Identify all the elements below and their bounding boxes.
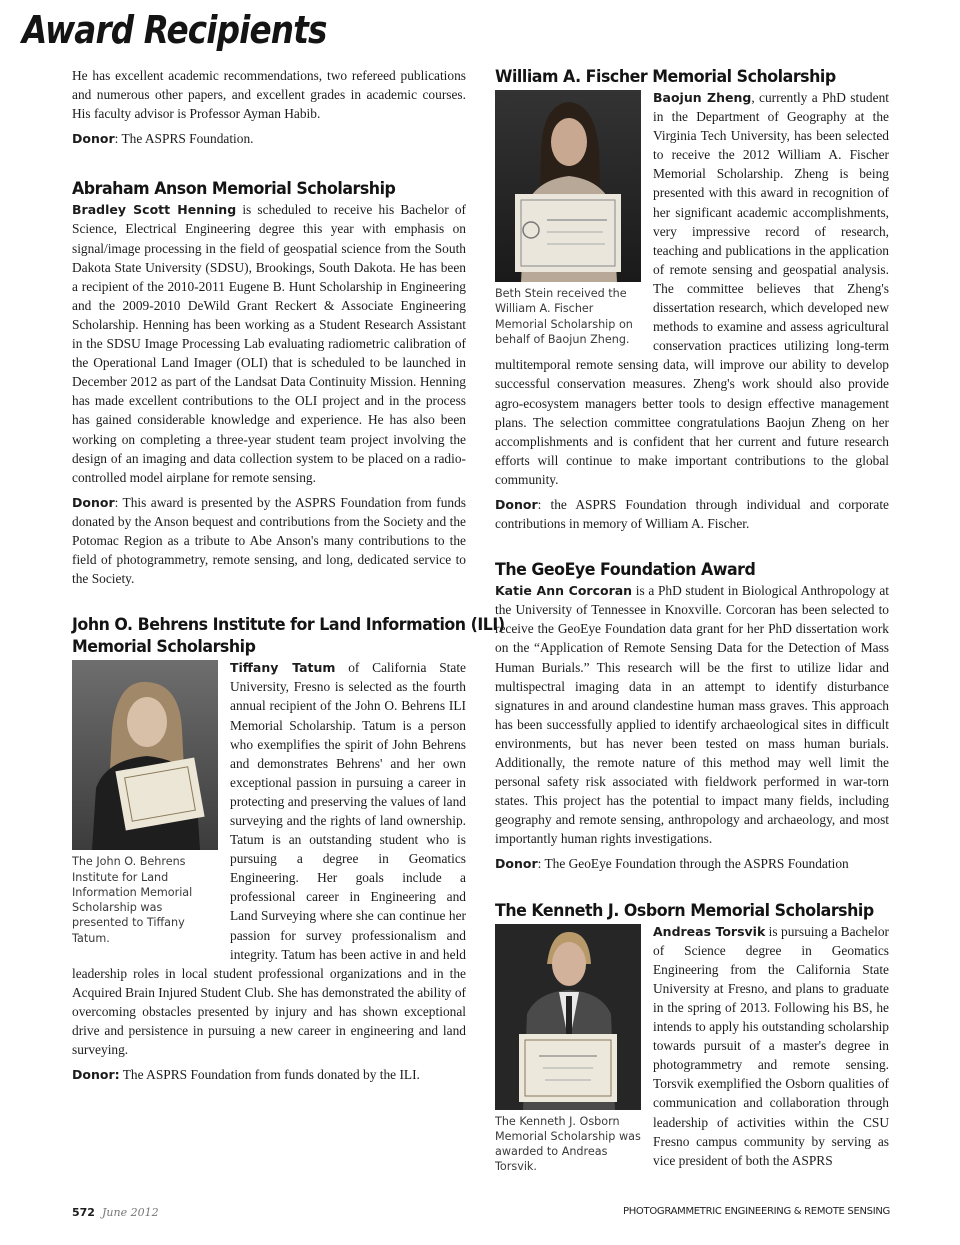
recipient-name: Andreas Torsvik [653,923,766,939]
geoeye-section [495,559,889,873]
osborn-figure [495,924,641,1175]
behrens-caption: The John O. Behrens Institute for Land Information Memorial Scholarship was presented to Tiffany Tatum. [72,855,193,945]
issue-date: June 2012 [102,1206,159,1219]
anson-heading: Abraham Anson Memorial Scholarship [72,179,396,200]
right-column [495,66,889,1177]
recipient-name: Katie Ann Corcoran [495,583,633,599]
page-title: Award Recipients [22,8,327,52]
fischer-section [495,66,889,533]
osborn-heading: The Kenneth J. Osborn Memorial Scholarship [495,900,874,921]
fischer-caption: Beth Stein received the William A. Fischer Memorial Scholarship on behalf of Baojun Zheng. [495,287,633,346]
recipient-name: Tiffany Tatum [230,660,336,676]
fischer-donor: Donor: the ASPRS Foundation through individual and corporate contributions in memory of William A. Fischer. [495,496,889,532]
anson-section [72,178,466,588]
fischer-heading: William A. Fischer Memorial Scholarship [495,67,836,87]
behrens-section [72,614,505,1084]
page-footer [72,1206,890,1222]
recipient-name: Baojun Zheng [653,90,752,105]
osborn-section [495,900,889,1174]
behrens-figure [72,660,218,946]
intro-paragraph: He has excellent academic recommendations, two refereed publications and numerous other papers, and excellent grades in academic courses. His faculty advisor is Professor Ayman Habib. [72,68,466,122]
recipient-name: Bradley Scott Henning [72,202,237,218]
anson-body: Bradley Scott Henning is scheduled to receive his Bachelor of Science, Electrical Engineering degree this year with emphasis on signal/image processing in the field of geospatial science from the South Dakota State University (SDSU), Brookings, South Dakota. He has been a recipient of the 2010-2011 Eugene B. Hunt Scholarship in Engineering and the 2009-2010 DeWild Grant Reckert & Associate Engineering Scholarship. Henning has been working as a Student Research Assistant in the SDSU Image Processing Lab evaluating radiometric calibration of the Operational Land Imager (OLI) that is scheduled to be launched in December 2012 as part of the Landsat Data Continuity Mission. Henning has made excellent contributions to the OLI project and in the process has gained considerable knowledge and experience. He has also been working on completing a three-year student team project involving the design of an imaging and data collection system to be placed on a radio-controlled model airplane for remote sensing. [72,202,466,485]
osborn-caption: The Kenneth J. Osborn Memorial Scholarship was awarded to Andreas Torsvik. [495,1114,641,1174]
geoeye-donor: Donor: The GeoEye Foundation through the ASPRS Foundation [495,856,849,872]
behrens-body: Tiffany Tatum of California State University, Fresno is selected as the fourth annual recipient of the John O. Behrens ILI Memorial Scholarship. Tatum is a person who exemplifies the spirit of John Behrens and demonstrates Behrens' and her own exceptional passion in pursuing a career in protecting and preserving the values of land surveying and the rights of land ownership. Tatum is an outstanding student who is pursuing a degree in Geomatics Engineering. Her goals include a professional career in Engineering and Land Surveying where she can continue her passion for survey professionalism and integrity. Tatum has been active in and held leadership roles in local student professional organizations and in the Acquired Brain Injured Student Club. She has demonstrated the ability of overcoming obstacles presented by injury and has shown exceptional drive and persistence in pursuing a new career in engineering and land surveying. [72,660,466,1058]
osborn-body: Andreas Torsvik is pursuing a Bachelor of Science degree in Geomatics Engineering from the California State University at Fresno, and plans to graduate in the spring of 2013. Following his BS, he intends to apply his outstanding scholarship towards pursuit of a master's degree in photogrammetry and remote sensing. Torsvik exemplified the Osborn qualities of communication and collaboration through leadership of activities within the CSU Fresno campus community by serving as vice president of both the ASPRS [653,923,889,1168]
geoeye-body: Katie Ann Corcoran is a PhD student in Biological Anthropology at the University of Tennessee in Knoxville. Corcoran has been selected to receive the GeoEye Foundation data grant for her PhD dissertation work on the “Application of Remote Sensing Data for the Detection of Mass Human Burials.” This research will be the first to utilize lidar and multispectral imaging data in an attempt to identify disturbance signatures in and around clandestine human mass graves. This approach has been successfully applied to identify archaeological sites in difficult environments, but has never been tested on mass human burials. Additionally, the remote nature of this method may well limit the personal safety risk associated with fieldwork performed in war-torn states. This project has the potential to impact many fields, including geography and remote sensing, anthropology and archaeology, and most importantly human rights investigations. [495,583,889,847]
left-column [72,66,505,1084]
behrens-donor: Donor: The ASPRS Foundation from funds donated by the ILI. [72,1067,420,1083]
zheng-photo [495,90,641,282]
behrens-heading: John O. Behrens Institute for Land Information (ILI) Memorial Scholarship [72,615,505,658]
fischer-figure [495,90,641,347]
journal-name: PHOTOGRAMMETRIC ENGINEERING & REMOTE SENSING [622,1206,890,1217]
tatum-photo [72,660,218,850]
geoeye-heading: The GeoEye Foundation Award [495,560,756,581]
torsvik-photo [495,924,641,1110]
intro-donor: Donor: The ASPRS Foundation. [72,131,254,147]
page-number: 572 [72,1206,95,1219]
anson-donor: Donor: This award is presented by the ASPRS Foundation from funds donated by the Anson bequest and contributions from the Society and the Potomac Region as a tribute to Abe Anson's many contributions to the field of photogrammetry, remote sensing, and long, dedicated service to the Society. [72,494,466,587]
fischer-body: Baojun Zheng, currently a PhD student in the Department of Geography at the Virginia Tech University, has been selected to receive the 2012 William A. Fischer Memorial Scholarship. Zheng is being presented with this award in recognition of her significant academic accomplishments, very impressive record of research, teaching and publications in the application of remote sensing and geospatial analysis. The committee believes that Zheng's dissertation research, which developed new methods to examine and assess agricultural conservation practices utilizing long-term multitemporal remote sensing data, will improve our ability to develop successful conservation measures. Zheng's work should also provide agro-ecosystem managers better tools to design effective management plans. The selection committee congratulations Baojun Zheng on her accomplishments and is confident that her current and future research efforts will continue to make important contributions to the global community. [495,90,889,487]
